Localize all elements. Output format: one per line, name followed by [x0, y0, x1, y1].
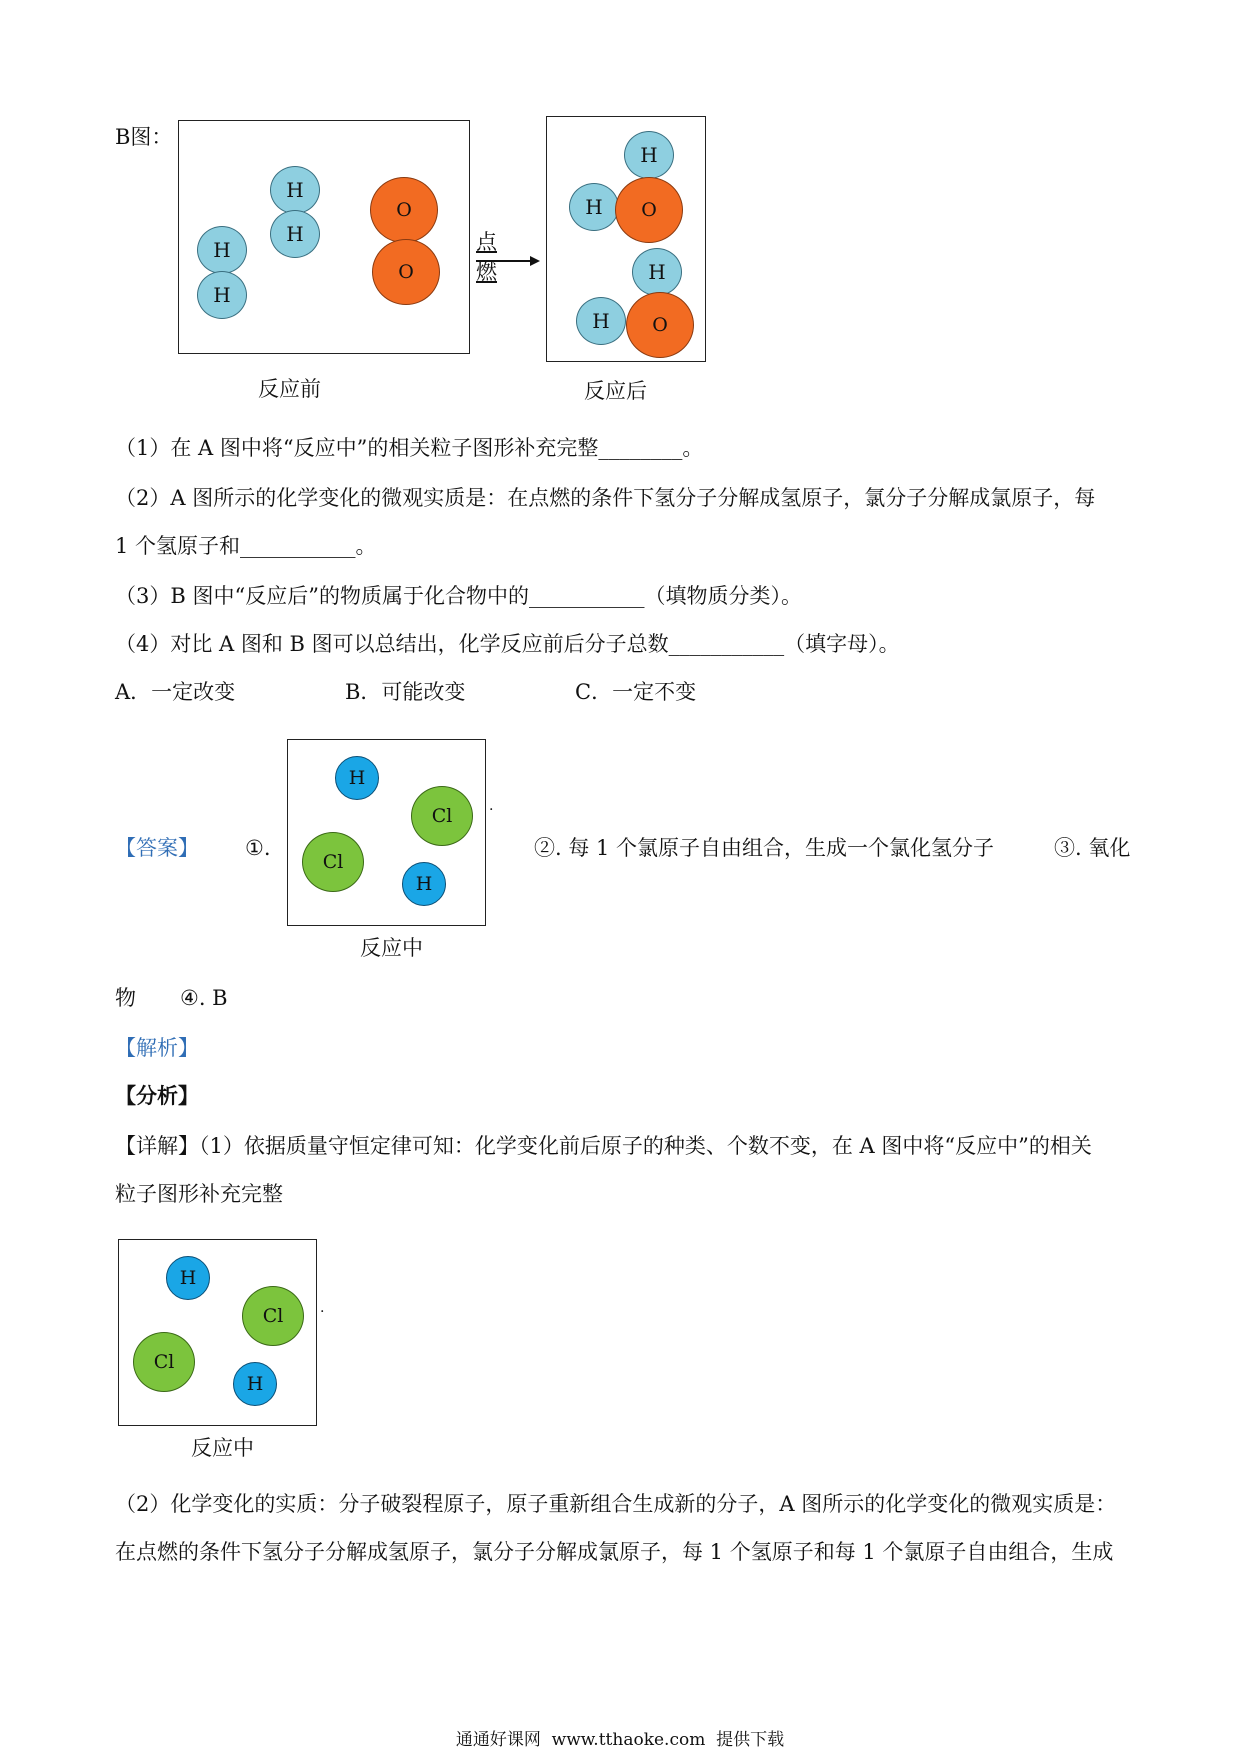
fenxi-tag: 【分析】: [115, 1084, 199, 1108]
before-caption: 反应前: [258, 377, 321, 401]
before-reaction-box: [178, 120, 470, 354]
oxygen-atom: O: [615, 177, 683, 243]
answer-line-2-prefix: 物: [115, 986, 136, 1010]
arrow-label: 点燃: [476, 230, 497, 284]
hydrogen-atom: H: [197, 226, 247, 274]
hydrogen-atom: H: [576, 297, 626, 345]
after-caption: 反应后: [584, 379, 647, 403]
option-b: B．可能改变: [345, 680, 466, 704]
after-reaction-box: [546, 116, 706, 362]
detail-line-2: 粒子图形补充完整: [115, 1182, 283, 1206]
hydrogen-atom: H: [197, 271, 247, 319]
paragraph-2-line-1: （2）化学变化的实质：分子破裂程原子，原子重新组合生成新的分子，A 图所示的化学变化的微观实质是：: [115, 1492, 1117, 1516]
hydrogen-atom: H: [166, 1256, 210, 1300]
jiexi-tag: 【解析】: [115, 1036, 199, 1060]
hydrogen-atom: H: [632, 248, 682, 296]
arrow-icon: [476, 254, 542, 268]
hydrogen-atom: H: [402, 862, 446, 906]
hydrogen-atom: H: [270, 210, 320, 258]
answer-reaction-box: [287, 739, 486, 926]
option-a: A．一定改变: [115, 680, 236, 704]
oxygen-atom: O: [626, 292, 694, 358]
hydrogen-atom: H: [624, 131, 674, 179]
analysis-diagram-dot: .: [320, 1300, 325, 1316]
question-3: （3）B 图中“反应后”的物质属于化合物中的___________（填物质分类）。: [115, 584, 802, 608]
figure-b-label: B图：: [115, 125, 173, 149]
answer-tag: 【答案】: [115, 836, 199, 860]
answer-item-2: ②. 每 1 个氯原子自由组合，生成一个氯化氢分子: [534, 836, 995, 860]
question-2-line-2: 1 个氢原子和___________。: [115, 534, 377, 558]
answer-item-3: ③. 氧化: [1054, 836, 1131, 860]
detail-line-1: 【详解】（1）依据质量守恒定律可知：化学变化前后原子的种类、个数不变，在 A 图中将“反应中”的相关: [115, 1134, 1092, 1158]
chlorine-atom: Cl: [411, 786, 473, 846]
answer-item-4: ④. B: [180, 986, 228, 1010]
answer-diagram-caption: 反应中: [360, 936, 423, 960]
page-footer: 通通好课网 www.tthaoke.com 提供下载: [455, 1730, 785, 1750]
answer-diagram-dot: .: [489, 798, 494, 814]
question-4: （4）对比 A 图和 B 图可以总结出，化学反应前后分子总数___________（填字母）。: [115, 632, 900, 656]
oxygen-atom: O: [372, 239, 440, 305]
chlorine-atom: Cl: [302, 832, 364, 892]
chlorine-atom: Cl: [242, 1286, 304, 1346]
question-1: （1）在 A 图中将“反应中”的相关粒子图形补充完整________。: [115, 436, 704, 460]
hydrogen-atom: H: [233, 1362, 277, 1406]
hydrogen-atom: H: [335, 756, 379, 800]
paragraph-2-line-2: 在点燃的条件下氢分子分解成氢原子，氯分子分解成氯原子，每 1 个氢原子和每 1 个氯原子自由组合，生成: [115, 1540, 1114, 1564]
question-2-line-1: （2）A 图所示的化学变化的微观实质是：在点燃的条件下氢分子分解成氢原子，氯分子分解成氯原子，每: [115, 486, 1096, 510]
analysis-diagram-caption: 反应中: [191, 1436, 254, 1460]
answer-item-1: ①.: [245, 836, 271, 860]
analysis-reaction-box: [118, 1239, 317, 1426]
hydrogen-atom: H: [270, 166, 320, 214]
option-c: C．一定不变: [575, 680, 697, 704]
chlorine-atom: Cl: [133, 1332, 195, 1392]
hydrogen-atom: H: [569, 183, 619, 231]
oxygen-atom: O: [370, 177, 438, 243]
